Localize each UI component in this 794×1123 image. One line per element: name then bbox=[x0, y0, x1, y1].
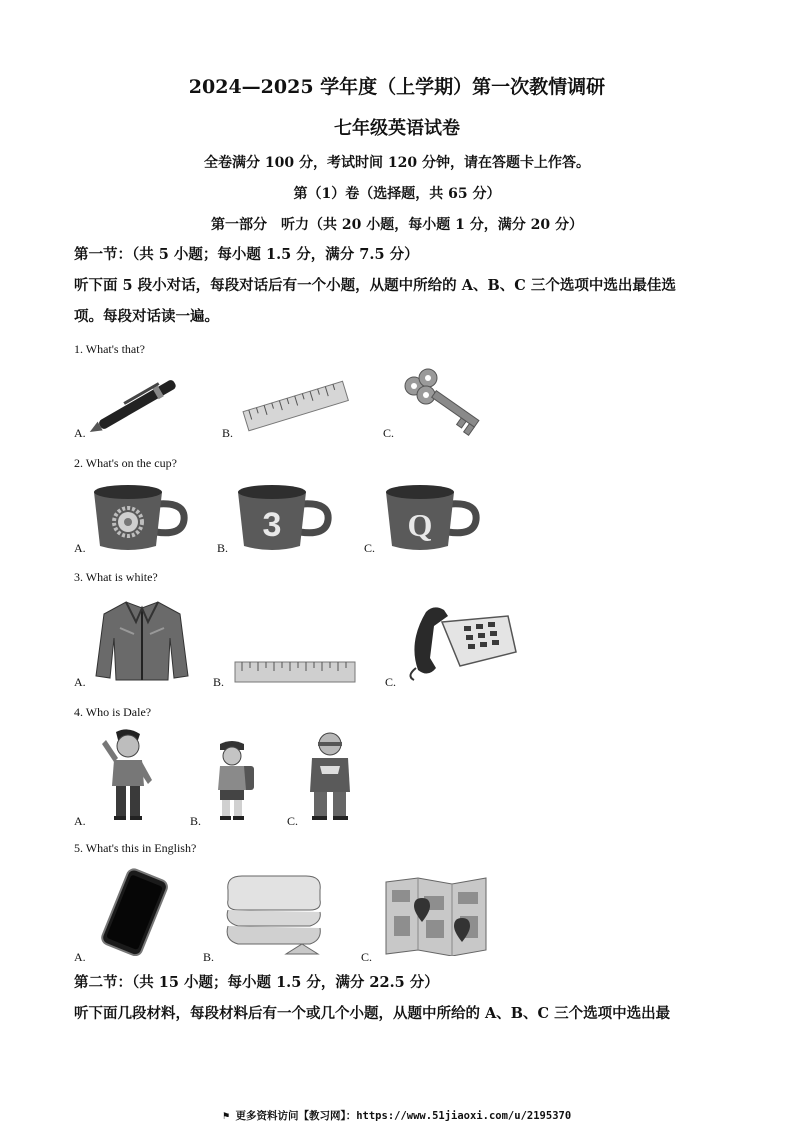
option-4c[interactable]: C. bbox=[287, 814, 299, 828]
section1-direction-line2: 项。每段对话读一遍。 bbox=[74, 308, 219, 325]
section2-direction-line1: 听下面几段材料，每段材料后有一个或几个小题，从题中所给的 A、B、C 三个选项中选出最 bbox=[74, 1005, 671, 1022]
option-2b[interactable]: B. bbox=[217, 541, 229, 555]
option-1b[interactable]: B. bbox=[222, 426, 234, 440]
option-5b[interactable]: B. bbox=[203, 950, 215, 964]
ruler-picture bbox=[240, 378, 352, 436]
pen-picture bbox=[86, 370, 194, 436]
cup-3-picture bbox=[236, 484, 332, 552]
option-3c[interactable]: C. bbox=[385, 675, 397, 689]
question-1-stem: 1. What's that? bbox=[74, 342, 145, 356]
option-3b[interactable]: B. bbox=[213, 675, 225, 689]
part-heading: 第一部分 听力（共 20 小题，每小题 1 分，满分 20 分） bbox=[211, 217, 583, 233]
option-1c[interactable]: C. bbox=[383, 426, 395, 440]
key-picture bbox=[400, 368, 492, 436]
question-2-stem: 2. What's on the cup? bbox=[74, 456, 177, 470]
option-4a[interactable]: A. bbox=[74, 814, 86, 828]
cup-letter-3: 3 bbox=[262, 506, 282, 544]
cup-flower-picture bbox=[92, 484, 188, 552]
exam-instructions: 全卷满分 100 分，考试时间 120 分钟，请在答题卡上作答。 bbox=[204, 155, 590, 171]
map-picture bbox=[384, 876, 488, 956]
cup-letter-q: Q bbox=[407, 507, 433, 543]
option-5c[interactable]: C. bbox=[361, 950, 373, 964]
footer-link[interactable]: ⚑ 更多资料访问【教习网】：https://www.51jiaoxi.com/u/2195370 bbox=[222, 1110, 572, 1122]
volume-heading: 第（1）卷（选择题，共 65 分） bbox=[293, 186, 501, 202]
question-3-stem: 3. What is white? bbox=[74, 570, 158, 584]
old-man-picture bbox=[304, 728, 356, 822]
schoolboy-picture bbox=[210, 738, 256, 822]
ruler-picture-2 bbox=[234, 660, 356, 684]
section1-title: 第一节：（共 5 小题；每小题 1.5 分，满分 7.5 分） bbox=[74, 246, 419, 263]
jacket-picture bbox=[94, 598, 190, 682]
young-man-picture bbox=[98, 728, 158, 822]
option-2a[interactable]: A. bbox=[74, 541, 86, 555]
exam-title: 2024—2025 学年度（上学期）第一次教情调研 bbox=[188, 76, 606, 98]
section1-direction-line1: 听下面 5 段小对话，每段对话后有一个小题，从题中所给的 A、B、C 三个选项中选出最佳选 bbox=[74, 277, 676, 294]
option-4b[interactable]: B. bbox=[190, 814, 202, 828]
option-2c[interactable]: C. bbox=[364, 541, 376, 555]
telephone-picture bbox=[404, 602, 518, 682]
exam-subtitle: 七年级英语试卷 bbox=[334, 118, 460, 139]
option-5a[interactable]: A. bbox=[74, 950, 86, 964]
question-4-stem: 4. Who is Dale? bbox=[74, 705, 152, 719]
phone-picture bbox=[96, 866, 172, 956]
section2-title: 第二节：（共 15 小题；每小题 1.5 分，满分 22.5 分） bbox=[74, 974, 439, 991]
quilt-picture bbox=[222, 870, 326, 956]
cup-q-picture bbox=[384, 484, 480, 552]
option-3a[interactable]: A. bbox=[74, 675, 86, 689]
option-1a[interactable]: A. bbox=[74, 426, 86, 440]
question-5-stem: 5. What's this in English? bbox=[74, 841, 197, 855]
